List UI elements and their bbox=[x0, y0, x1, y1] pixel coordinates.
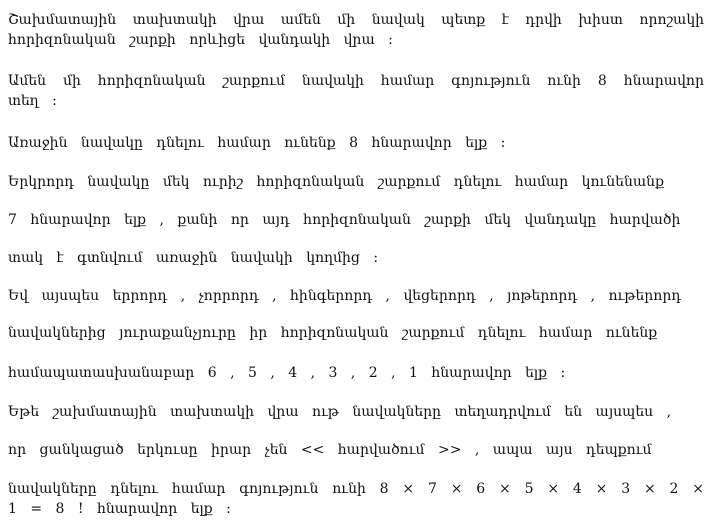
paragraph-6: տակ է գտնվում առաջին նավակի կողմից : bbox=[8, 250, 379, 266]
paragraph-3: Առաջին նավակը դնելու համար ունենք 8 հնարավոր ելք : bbox=[8, 135, 506, 151]
paragraph-10: Եթե շախմատային տախտակի վրա ութ նավակները տեղադրվում են այսպես , bbox=[8, 404, 672, 420]
paragraph-1: Շախմատային տախտակի վրա ամեն մի նավակ պետք է դրվի խիստ որոշակի հորիզոնական շարքի որևիցե վանդակի վրա : bbox=[8, 12, 704, 48]
paragraph-7: Եվ այսպես երրորդ , չորրորդ , հինգերորդ , վեցերորդ , յոթերորդ , ութերորդ bbox=[8, 288, 682, 304]
paragraph-12: նավակները դնելու համար գոյություն ունի 8 × 7 × 6 × 5 × 4 × 3 × 2 × 1 = 8 ! հնարավոր ելք : bbox=[8, 481, 704, 517]
paragraph-2: Ամեն մի հորիզոնական շարքում նավակի համար գոյություն ունի 8 հնարավոր տեղ : bbox=[8, 73, 704, 109]
paragraph-5: 7 հնարավոր ելք , քանի որ այդ հորիզոնական շարքի մեկ վանդակը հարվածի bbox=[8, 212, 681, 228]
paragraph-11: որ ցանկացած երկուսը իրար չեն << հարվածում >> , ապա այս դեպքում bbox=[8, 442, 652, 458]
paragraph-8: նավակներից յուրաքանչյուրը իր հորիզոնական շարքում դնելու համար ունենք bbox=[8, 325, 658, 341]
paragraph-4: Երկրորդ նավակը մեկ ուրիշ հորիզոնական շարքում դնելու համար կունենանք bbox=[8, 174, 664, 190]
paragraph-9: համապատասխանաբար 6 , 5 , 4 , 3 , 2 , 1 հնարավոր ելք : bbox=[8, 365, 566, 381]
